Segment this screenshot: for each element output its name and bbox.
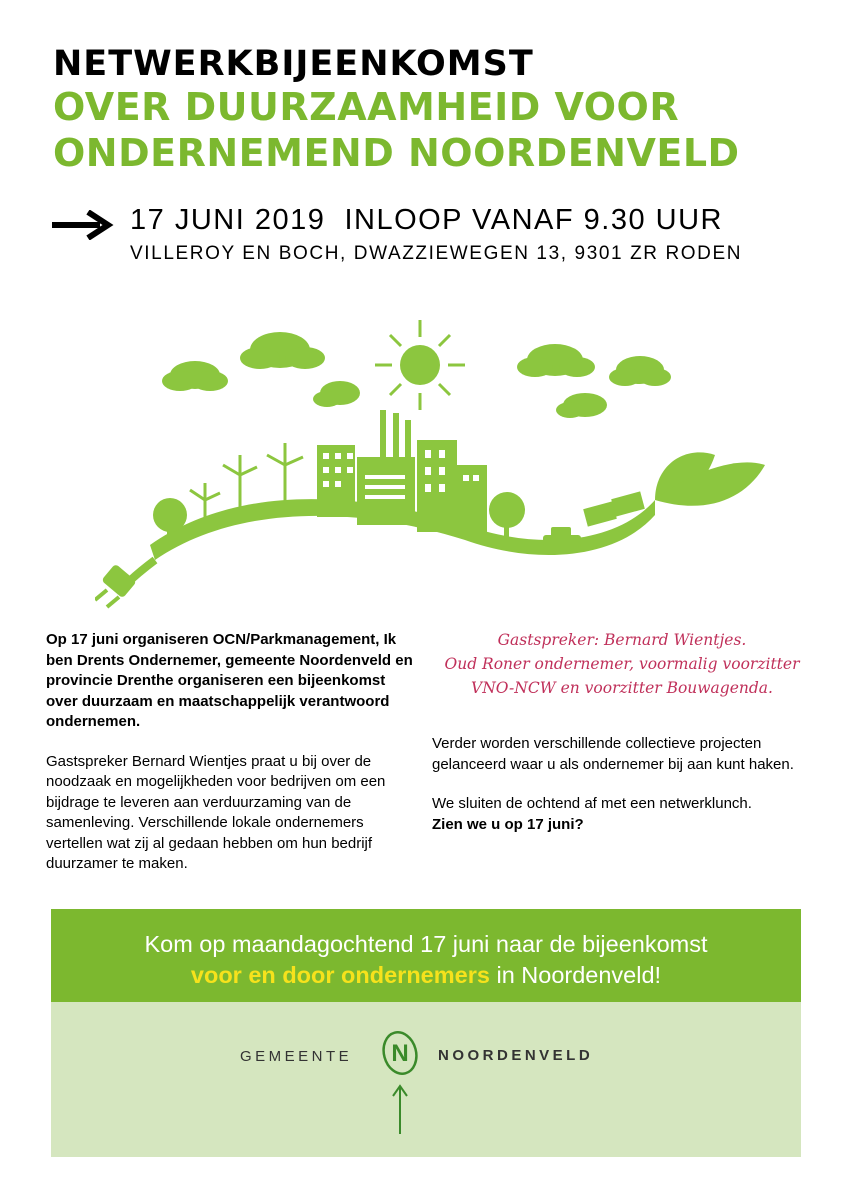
speaker-note: [432, 628, 812, 700]
subtitle-line-1: OVER DUURZAAMHEID VOOR: [53, 85, 680, 129]
speaker-note-line: Gastspreker: Bernard Wientjes.: [497, 631, 747, 649]
lunch-text: We sluiten de ochtend af met een netwerklunch.: [432, 795, 752, 812]
speaker-paragraph: Gastspreker Bernard Wientjes praat u bij over de noodzaak en mogelijkheden voor bedrijven om een bijdrage te leveren aan verduurzaming van de samenleving. Verschillende lokale ondernemers vertellen wat zij al gedaan hebben om hun bedrijf duurzamer te maken.: [46, 752, 386, 872]
event-date-row: [52, 204, 832, 244]
event-address: VILLEROY EN BOCH, DWAZZIEWEGEN 13, 9301 ZR RODEN: [130, 243, 743, 264]
closing-paragraph: [432, 794, 812, 835]
banner-highlight: voor en door ondernemers: [190, 962, 490, 988]
speaker-note-line: VNO-NCW en voorzitter Bouwagenda.: [471, 679, 773, 697]
banner-line-2: [51, 959, 801, 991]
left-column: [46, 630, 416, 894]
page-title: NETWERKBIJEENKOMST: [53, 44, 534, 84]
noordenveld-logo-icon: [375, 1028, 425, 1138]
logo-text-noordenveld: NOORDENVELD: [438, 1047, 594, 1064]
logo-text-gemeente: GEMEENTE: [240, 1048, 353, 1065]
closing-question: Zien we u op 17 juni?: [432, 815, 584, 833]
event-date: 17 JUNI 2019 INLOOP VANAF 9.30 UUR: [130, 204, 723, 236]
title-block: [53, 44, 833, 176]
logo-letter: N: [391, 1040, 409, 1067]
speaker-note-line: Oud Roner ondernemer, voormalig voorzitter: [444, 655, 800, 673]
subtitle-line-2: ONDERNEMEND NOORDENVELD: [53, 131, 740, 175]
projects-paragraph: Verder worden verschillende collectieve projecten gelanceerd waar u als ondernemer bij aan kunt haken.: [432, 735, 794, 773]
banner-line-2-rest: in Noordenveld!: [489, 962, 662, 988]
banner-line-1: Kom op maandagochtend 17 juni naar de bijeenkomst: [144, 931, 708, 957]
invitation-banner: [51, 909, 801, 1002]
intro-paragraph: Op 17 juni organiseren OCN/Parkmanagement, Ik ben Drents Ondernemer, gemeente Noordenveld en provincie Drenthe organiseren een bijeenkomst over duurzaam en maatschappelijk verantwoord ondernemen.: [46, 631, 413, 730]
right-arrow-icon: [52, 210, 114, 240]
eco-city-illustration: [95, 315, 775, 615]
right-column: [432, 628, 812, 854]
footer-logo-area: [51, 1002, 801, 1157]
